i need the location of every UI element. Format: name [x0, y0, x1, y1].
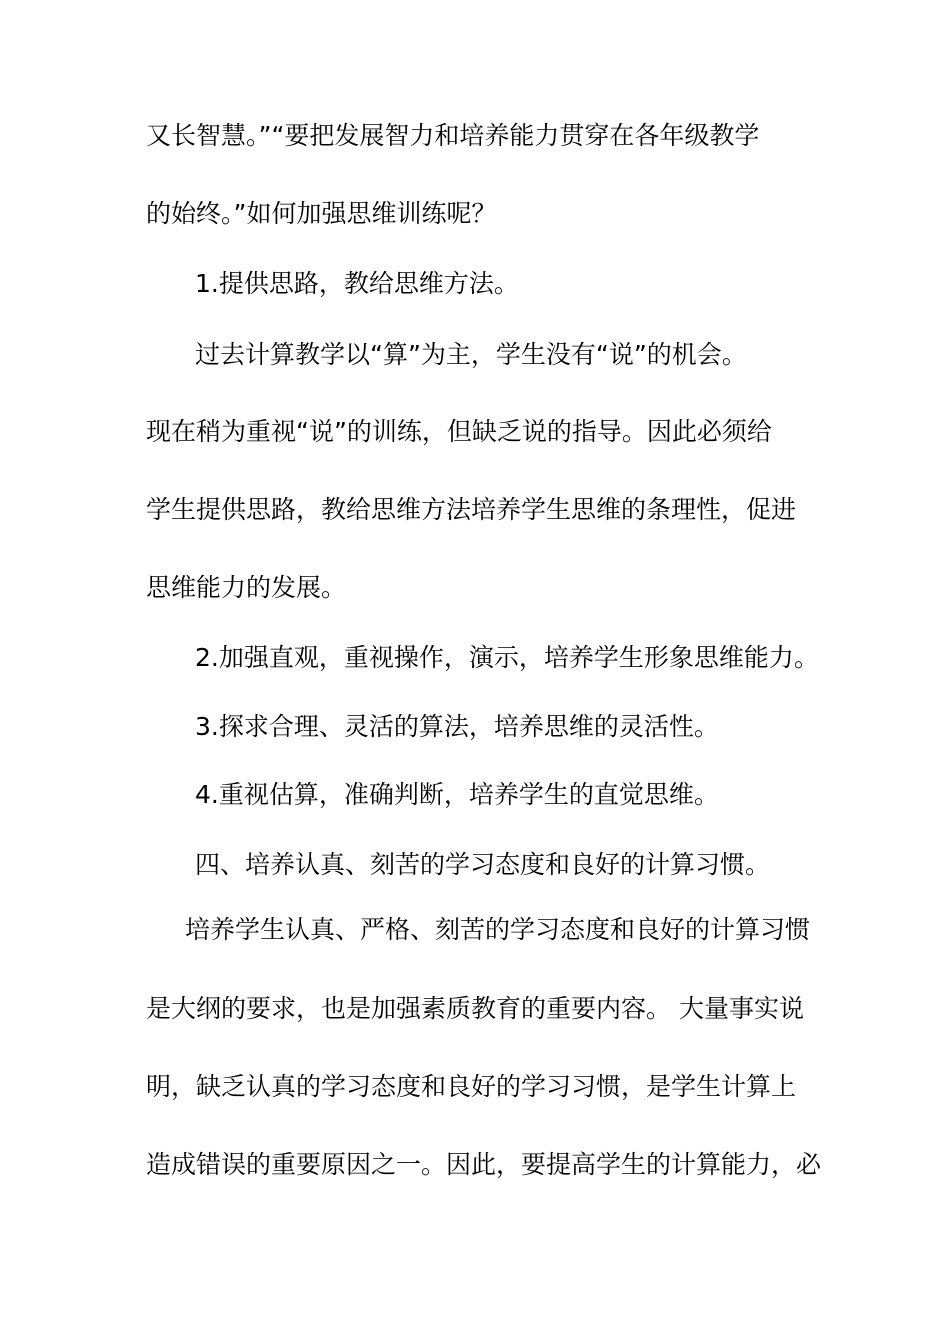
text-line: 学生提供思路，教给思维方法培养学生思维的条理性，促进: [146, 495, 797, 524]
text-line: 是大纲的要求，也是加强素质教育的重要内容。 大量事实说: [146, 994, 804, 1023]
text-line: 又长智慧。”“要把发展智力和培养能力贯穿在各年级教学: [146, 121, 760, 150]
text-line: 思维能力的发展。: [146, 573, 347, 602]
text-line: 的始终。”如何加强思维训练呢？: [146, 199, 497, 228]
section-heading: 四、培养认真、刻苦的学习态度和良好的计算习惯。: [195, 850, 771, 879]
text-line: 现在稍为重视“说”的训练，但缺乏说的指导。因此必须给: [146, 417, 772, 446]
text-line: 明，缺乏认真的学习态度和良好的学习习惯，是学生计算上: [146, 1072, 797, 1101]
text-line: 培养学生认真、严格、刻苦的学习态度和良好的计算习惯: [185, 915, 811, 944]
text-line: 过去计算教学以“算”为主，学生没有“说”的机会。: [195, 340, 747, 369]
list-item: 1.提供思路，教给思维方法。: [195, 269, 519, 298]
list-item: 3.探求合理、灵活的算法，培养思维的灵活性。: [195, 712, 719, 741]
text-line: 造成错误的重要原因之一。因此，要提高学生的计算能力，必: [146, 1150, 822, 1179]
list-item: 2.加强直观，重视操作，演示，培养学生形象思维能力。: [195, 643, 819, 672]
list-item: 4.重视估算，准确判断，培养学生的直觉思维。: [195, 780, 719, 809]
